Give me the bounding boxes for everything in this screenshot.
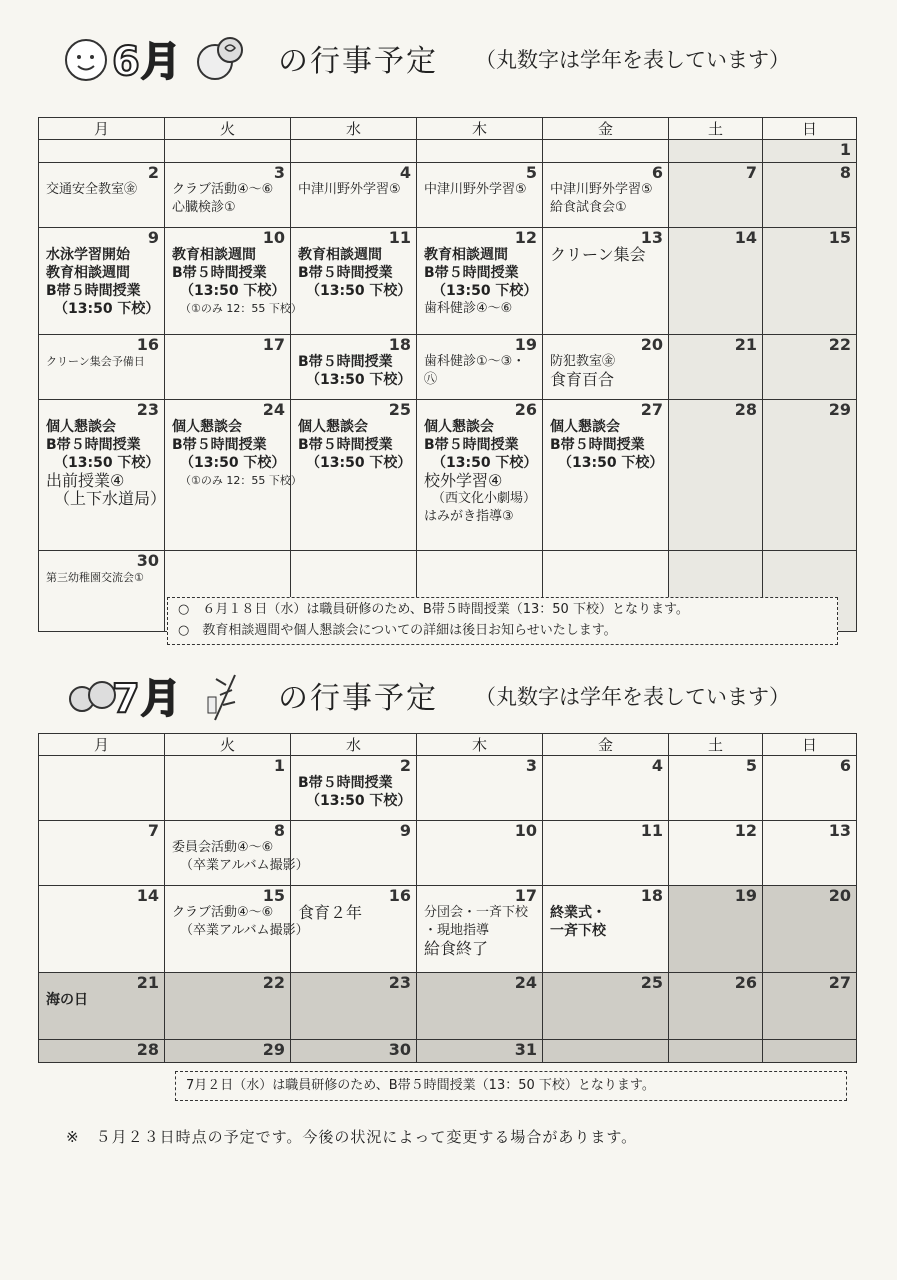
day-cell [669, 335, 763, 400]
day-number: 16 [136, 335, 159, 354]
day-number: 9 [147, 228, 159, 247]
week-row [39, 886, 857, 973]
event-text: はみがき指導③ [424, 509, 514, 524]
day-number: 1 [273, 756, 285, 775]
day-cell [763, 821, 857, 886]
weekday-header: 水 [291, 734, 417, 756]
day-cell [291, 756, 417, 821]
day-number: 8 [839, 163, 851, 182]
event-text: （①のみ 12：55 下校） [180, 474, 302, 487]
event-text: 終業式・ [550, 905, 606, 921]
event-text: B帯５時間授業 [46, 283, 141, 299]
day-cell [39, 335, 165, 400]
day-cell [417, 140, 543, 163]
day-cell [417, 400, 543, 551]
day-number: 1 [839, 140, 851, 159]
day-number: 11 [640, 821, 663, 840]
event-text: クリーン集会 [550, 245, 646, 264]
day-cell [417, 335, 543, 400]
event-text: 食育百合 [550, 370, 615, 389]
week-row [39, 228, 857, 335]
event-text: （13:50 下校） [558, 455, 664, 471]
event-text: 水泳学習開始 [46, 247, 130, 263]
event-text: 給食試食会① [550, 200, 627, 215]
day-number: 12 [734, 821, 757, 840]
day-cell [763, 886, 857, 973]
weekday-header: 月 [39, 118, 165, 140]
day-number: 12 [514, 228, 537, 247]
event-text: （西文化小劇場） [432, 491, 537, 506]
day-cell [39, 228, 165, 335]
day-cell [417, 821, 543, 886]
footnote: ※ ５月２３日時点の予定です。今後の状況によって変更する場合があります。 [66, 1128, 638, 1146]
day-cell [669, 163, 763, 228]
day-number: 4 [651, 756, 663, 775]
event-text: 歯科健診④～⑥ [424, 301, 513, 316]
event-text: （13:50 下校） [54, 301, 160, 317]
day-cell [291, 886, 417, 973]
event-text: 中津川野外学習⑤ [298, 182, 401, 197]
day-cell [543, 140, 669, 163]
event-text: 防犯教室㊎ [550, 354, 616, 369]
day-number: 23 [388, 973, 411, 992]
event-text: クラブ活動④～⑥ [172, 905, 274, 920]
week-row [39, 335, 857, 400]
event-text: B帯５時間授業 [298, 437, 393, 453]
day-cell [417, 163, 543, 228]
weekday-header: 月 [39, 734, 165, 756]
day-cell [39, 140, 165, 163]
event-text: （13:50 下校） [432, 283, 538, 299]
day-number: 24 [514, 973, 537, 992]
day-cell [543, 886, 669, 973]
event-text: 給食終了 [424, 939, 489, 958]
day-cell [543, 335, 669, 400]
event-text: 一斉下校 [550, 923, 606, 939]
day-number: 14 [136, 886, 159, 905]
day-number: 31 [514, 1040, 537, 1059]
event-text: B帯５時間授業 [298, 265, 393, 281]
day-cell [669, 140, 763, 163]
day-cell [291, 140, 417, 163]
weekday-header: 金 [543, 734, 669, 756]
day-cell [291, 335, 417, 400]
day-cell [39, 400, 165, 551]
event-text: B帯５時間授業 [172, 437, 267, 453]
day-cell [763, 973, 857, 1040]
june-month-label: 6月 [112, 39, 182, 85]
event-text: （13:50 下校） [180, 283, 286, 299]
day-number: 25 [640, 973, 663, 992]
event-text: 中津川野外学習⑤ [424, 182, 527, 197]
event-text: 歯科健診①～③・ [424, 354, 526, 369]
day-number: 27 [640, 400, 663, 419]
week-row [39, 821, 857, 886]
day-cell [291, 228, 417, 335]
day-number: 17 [514, 886, 537, 905]
day-number: 26 [734, 973, 757, 992]
day-cell [291, 1040, 417, 1063]
event-text: B帯５時間授業 [550, 437, 645, 453]
day-cell [291, 973, 417, 1040]
weekday-header: 土 [669, 734, 763, 756]
day-number: 3 [273, 163, 285, 182]
june-notice-1: ○ ６月１８日（水）は職員研修のため、B帯５時間授業（13：50 下校）となります。 [178, 602, 689, 617]
event-text: 分団会・一斉下校 [424, 905, 529, 920]
day-cell [543, 163, 669, 228]
event-text: 出前授業④ [46, 471, 125, 490]
day-cell [669, 756, 763, 821]
june-calendar [38, 117, 857, 632]
june-notice-box [167, 597, 838, 645]
event-text: （13:50 下校） [306, 283, 412, 299]
event-text: 教育相談週間 [46, 265, 130, 281]
day-number: 4 [399, 163, 411, 182]
june-notice-2: ○ 教育相談週間や個人懇談会についての詳細は後日お知らせいたします。 [178, 623, 617, 638]
day-number: 28 [136, 1040, 159, 1059]
day-cell [543, 1040, 669, 1063]
day-number: 24 [262, 400, 285, 419]
day-number: 20 [640, 335, 663, 354]
day-number: 20 [828, 886, 851, 905]
weekday-header: 金 [543, 118, 669, 140]
day-cell [763, 335, 857, 400]
day-cell [417, 1040, 543, 1063]
day-number: 11 [388, 228, 411, 247]
event-text: （13:50 下校） [54, 455, 160, 471]
day-number: 21 [136, 973, 159, 992]
week-row [39, 400, 857, 551]
day-cell [543, 756, 669, 821]
day-cell [39, 551, 165, 632]
day-cell [763, 163, 857, 228]
day-cell [669, 228, 763, 335]
day-cell [39, 821, 165, 886]
day-cell [669, 1040, 763, 1063]
event-text: ・現地指導 [424, 923, 490, 938]
day-number: 18 [640, 886, 663, 905]
day-number: 2 [147, 163, 159, 182]
day-number: 19 [514, 335, 537, 354]
day-number: 16 [388, 886, 411, 905]
event-text: B帯５時間授業 [424, 437, 519, 453]
june-note: （丸数字は学年を表しています） [475, 48, 790, 72]
day-number: 29 [262, 1040, 285, 1059]
day-number: 7 [745, 163, 757, 182]
day-cell [417, 756, 543, 821]
day-number: 15 [262, 886, 285, 905]
day-cell [417, 973, 543, 1040]
event-text: （卒業アルバム撮影） [180, 923, 309, 938]
day-number: 22 [828, 335, 851, 354]
event-text: 海の日 [46, 992, 88, 1008]
day-number: 18 [388, 335, 411, 354]
event-text: （上下水道局） [54, 489, 167, 508]
event-text: 教育相談週間 [172, 247, 256, 263]
weekday-header: 日 [763, 734, 857, 756]
day-cell [669, 973, 763, 1040]
day-cell [39, 973, 165, 1040]
day-cell [417, 228, 543, 335]
day-number: 13 [640, 228, 663, 247]
event-text: （①のみ 12：55 下校） [180, 302, 302, 315]
event-text: B帯５時間授業 [298, 354, 393, 370]
event-text: （13:50 下校） [306, 793, 412, 809]
day-cell [669, 821, 763, 886]
july-calendar [38, 733, 857, 1063]
day-cell [39, 886, 165, 973]
day-number: 27 [828, 973, 851, 992]
july-header [60, 665, 840, 725]
weekday-header: 水 [291, 118, 417, 140]
day-cell [763, 756, 857, 821]
day-cell [165, 1040, 291, 1063]
weekday-header: 木 [417, 734, 543, 756]
day-number: 30 [136, 551, 159, 570]
july-note: （丸数字は学年を表しています） [475, 685, 790, 709]
day-cell [165, 973, 291, 1040]
day-cell [165, 335, 291, 400]
day-number: 8 [273, 821, 285, 840]
event-text: （13:50 下校） [306, 372, 412, 388]
day-number: 17 [262, 335, 285, 354]
day-cell [291, 821, 417, 886]
event-text: 個人懇談会 [550, 419, 620, 435]
event-text: 食育２年 [298, 903, 363, 922]
day-cell [165, 400, 302, 551]
event-text: 教育相談週間 [298, 247, 382, 263]
day-cell [669, 400, 763, 551]
event-text: B帯５時間授業 [172, 265, 267, 281]
event-text: 個人懇談会 [298, 419, 368, 435]
day-cell [417, 886, 543, 973]
july-month-label: 7月 [112, 676, 182, 722]
weekday-header: 木 [417, 118, 543, 140]
day-number: 15 [828, 228, 851, 247]
day-number: 2 [399, 756, 411, 775]
day-number: 6 [839, 756, 851, 775]
event-text: 個人懇談会 [424, 419, 494, 435]
day-number: 22 [262, 973, 285, 992]
day-cell [39, 1040, 165, 1063]
day-cell [543, 228, 669, 335]
week-row [39, 140, 857, 163]
event-text: 交通安全教室㊎ [46, 182, 138, 197]
event-text: （13:50 下校） [306, 455, 412, 471]
event-text: 個人懇談会 [46, 419, 116, 435]
event-text: （13:50 下校） [432, 455, 538, 471]
event-text: 教育相談週間 [424, 247, 508, 263]
day-cell [165, 756, 291, 821]
day-cell [165, 140, 291, 163]
june-title: の行事予定 [278, 44, 438, 79]
day-number: 30 [388, 1040, 411, 1059]
event-text: B帯５時間授業 [298, 775, 393, 791]
day-cell [543, 973, 669, 1040]
event-text: クラブ活動④～⑥ [172, 182, 274, 197]
day-cell [165, 228, 302, 335]
day-cell [763, 400, 857, 551]
day-number: 19 [734, 886, 757, 905]
day-cell [39, 163, 165, 228]
day-number: 13 [828, 821, 851, 840]
day-cell [669, 886, 763, 973]
week-row [39, 973, 857, 1040]
day-number: 10 [262, 228, 285, 247]
event-text: 個人懇談会 [172, 419, 242, 435]
weekday-header: 火 [165, 734, 291, 756]
day-cell [763, 140, 857, 163]
event-text: B帯５時間授業 [424, 265, 519, 281]
week-row [39, 163, 857, 228]
day-cell [291, 400, 417, 551]
day-number: 23 [136, 400, 159, 419]
day-cell [543, 821, 669, 886]
day-number: 26 [514, 400, 537, 419]
weekday-header: 日 [763, 118, 857, 140]
day-number: 29 [828, 400, 851, 419]
june-header [60, 28, 840, 88]
day-number: 10 [514, 821, 537, 840]
day-number: 5 [525, 163, 537, 182]
day-cell [763, 228, 857, 335]
day-number: 7 [147, 821, 159, 840]
event-text: 中津川野外学習⑤ [550, 182, 653, 197]
day-number: 25 [388, 400, 411, 419]
day-cell [165, 886, 309, 973]
july-notice-box [175, 1071, 847, 1101]
day-cell [543, 400, 669, 551]
event-text: 校外学習④ [424, 471, 503, 490]
event-text: （卒業アルバム撮影） [180, 858, 309, 873]
week-row [39, 756, 857, 821]
day-number: 28 [734, 400, 757, 419]
day-cell [39, 756, 165, 821]
day-cell [165, 163, 291, 228]
event-text: クリーン集会予備日 [46, 355, 145, 368]
july-badge [60, 665, 250, 725]
day-cell [291, 163, 417, 228]
weekday-header: 火 [165, 118, 291, 140]
day-number: 6 [651, 163, 663, 182]
day-number: 9 [399, 821, 411, 840]
july-title: の行事予定 [278, 681, 438, 716]
june-badge [60, 28, 250, 88]
event-text: B帯５時間授業 [46, 437, 141, 453]
july-notice-1: 7月２日（水）は職員研修のため、B帯５時間授業（13：50 下校）となります。 [186, 1078, 655, 1093]
day-cell [165, 821, 309, 886]
event-text: ㊇ [424, 372, 438, 387]
weekday-header: 土 [669, 118, 763, 140]
day-number: 14 [734, 228, 757, 247]
day-number: 21 [734, 335, 757, 354]
week-row [39, 1040, 857, 1063]
day-cell [763, 1040, 857, 1063]
event-text: 委員会活動④～⑥ [172, 840, 274, 855]
event-text: 心臓検診① [172, 200, 236, 215]
event-text: 第三幼稚園交流会① [46, 571, 144, 584]
day-number: 5 [745, 756, 757, 775]
day-number: 3 [525, 756, 537, 775]
event-text: （13:50 下校） [180, 455, 286, 471]
